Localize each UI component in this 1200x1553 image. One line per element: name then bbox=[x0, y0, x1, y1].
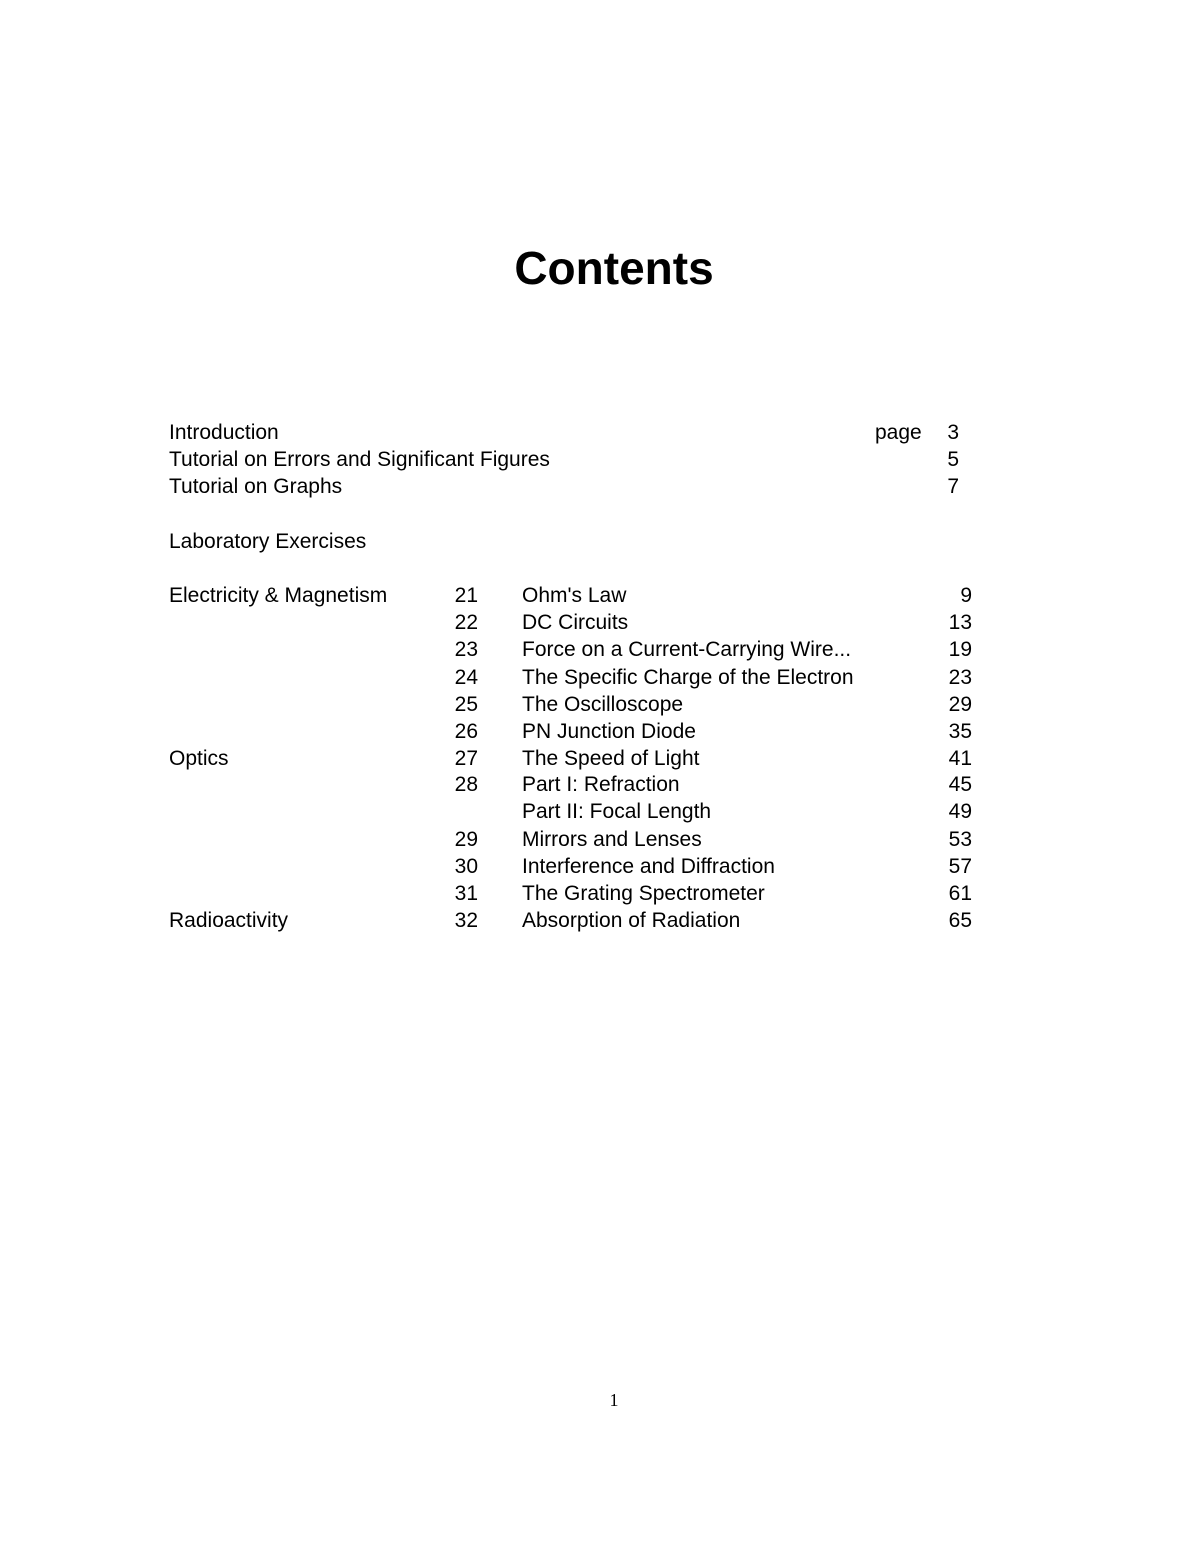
toc-entry-title: Tutorial on Errors and Significant Figures bbox=[169, 448, 550, 471]
exercise-page: 23 bbox=[948, 666, 972, 689]
exercise-category: Optics bbox=[169, 747, 229, 770]
toc-entry-page: 5 bbox=[947, 448, 959, 471]
exercise-number: 23 bbox=[454, 638, 478, 661]
exercise-page: 45 bbox=[948, 773, 972, 796]
toc-entry-title: Tutorial on Graphs bbox=[169, 475, 343, 498]
toc-entry-page: 7 bbox=[947, 475, 959, 498]
exercise-title: The Specific Charge of the Electron bbox=[522, 666, 854, 689]
exercise-row bbox=[0, 609, 1200, 636]
exercise-number: 31 bbox=[454, 882, 478, 905]
exercise-title: Force on a Current-Carrying Wire... bbox=[522, 638, 852, 661]
exercise-number: 30 bbox=[454, 855, 478, 878]
exercise-page: 53 bbox=[948, 828, 972, 851]
exercise-page: 41 bbox=[948, 747, 972, 770]
exercise-title: The Speed of Light bbox=[522, 747, 700, 770]
exercise-row bbox=[0, 691, 1200, 718]
exercise-title: Interference and Diffraction bbox=[522, 855, 775, 878]
exercise-number: 24 bbox=[454, 666, 478, 689]
toc-entry-introduction bbox=[0, 419, 1200, 446]
exercise-title: DC Circuits bbox=[522, 611, 629, 634]
exercise-page: 35 bbox=[948, 720, 972, 743]
exercise-number: 32 bbox=[454, 909, 478, 932]
exercise-row bbox=[0, 826, 1200, 853]
exercise-row bbox=[0, 664, 1200, 691]
toc-entry-errors-tutorial bbox=[0, 446, 1200, 473]
exercise-row bbox=[0, 771, 1200, 798]
toc-entry-page: 3 bbox=[947, 421, 959, 444]
exercise-number: 21 bbox=[454, 584, 478, 607]
exercise-page: 61 bbox=[948, 882, 972, 905]
exercise-row bbox=[0, 582, 1200, 609]
exercise-row bbox=[0, 798, 1200, 825]
exercise-number: 22 bbox=[454, 611, 478, 634]
exercise-page: 57 bbox=[948, 855, 972, 878]
exercise-category: Radioactivity bbox=[169, 909, 289, 932]
exercise-title: Ohm's Law bbox=[522, 584, 627, 607]
page-label: page bbox=[875, 421, 922, 444]
section-heading: Laboratory Exercises bbox=[169, 530, 367, 553]
exercise-page: 19 bbox=[948, 638, 972, 661]
exercise-title: The Grating Spectrometer bbox=[522, 882, 765, 905]
exercise-row bbox=[0, 745, 1200, 772]
exercise-number: 29 bbox=[454, 828, 478, 851]
exercise-number: 25 bbox=[454, 693, 478, 716]
exercise-row bbox=[0, 880, 1200, 907]
exercise-page: 65 bbox=[948, 909, 972, 932]
exercise-number: 27 bbox=[454, 747, 478, 770]
exercise-title: Part I: Refraction bbox=[522, 773, 680, 796]
exercise-row bbox=[0, 718, 1200, 745]
exercise-title: Absorption of Radiation bbox=[522, 909, 741, 932]
exercise-page: 29 bbox=[948, 693, 972, 716]
page-number: 1 bbox=[609, 1390, 619, 1410]
exercise-title: Part II: Focal Length bbox=[522, 800, 712, 823]
exercise-title: PN Junction Diode bbox=[522, 720, 696, 743]
toc-entry-title: Introduction bbox=[169, 421, 279, 444]
exercise-category: Electricity & Magnetism bbox=[169, 584, 388, 607]
exercise-row bbox=[0, 636, 1200, 663]
toc-entry-graphs-tutorial bbox=[0, 473, 1200, 500]
exercise-title: The Oscilloscope bbox=[522, 693, 684, 716]
exercise-title: Mirrors and Lenses bbox=[522, 828, 702, 851]
exercise-row bbox=[0, 907, 1200, 934]
exercise-number: 28 bbox=[454, 773, 478, 796]
exercise-page: 9 bbox=[960, 584, 972, 607]
exercise-row bbox=[0, 853, 1200, 880]
exercise-page: 49 bbox=[948, 800, 972, 823]
page-title: Contents bbox=[514, 242, 714, 294]
exercise-number: 26 bbox=[454, 720, 478, 743]
exercise-page: 13 bbox=[948, 611, 972, 634]
